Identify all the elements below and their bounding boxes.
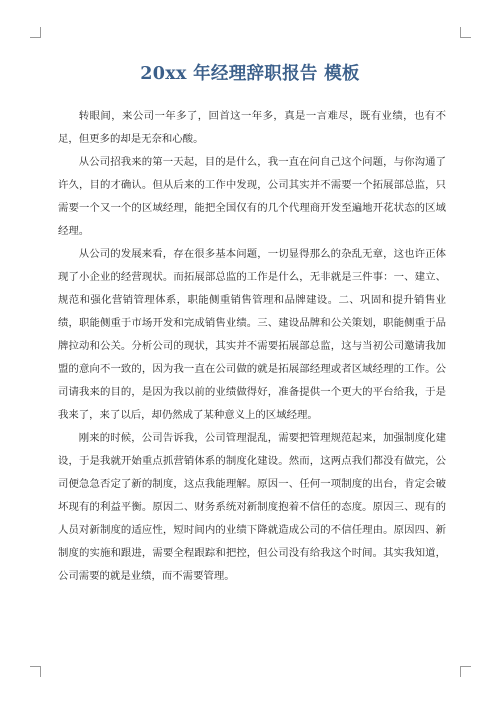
document-body: [58, 105, 446, 588]
paragraph: 刚来的时候，公司告诉我，公司管理混乱，需要把管理规范起来，加强制度化建设，于是我就开始重点抓营销体系的制度化建设。然而，这两点我们都没有做完，公司便急急否定了新的制度，这点我能理解。原因一、任何一项制度的出台，肯定会破坏现有的利益平衡。原因二、财务系统对新制度抱着不信任的态度。原因三、现有的人员对新制度的适应性，短时间内的业绩下降就造成公司的不信任理由。原因四、新制度的实施和跟进，需要全程跟踪和把控，但公司没有给我这个时间。其实我知道，公司需要的就是业绩，而不需要管理。: [58, 432, 446, 582]
paragraph: 从公司招我来的第一天起，目的是什么，我一直在问自己这个问题，与你沟通了许久，目的才确认。但从后来的工作中发现，公司其实并不需要一个拓展部总监，只需要一个又一个的区域经理，能把全国仅有的几个代理商开发至遍地开花状态的区域经理。: [58, 156, 446, 237]
paragraph: 转眼间，来公司一年多了，回首这一年多，真是一言难尽，既有业绩，也有不足，但更多的却是无奈和心酸。: [58, 110, 446, 145]
crop-mark-bottom-left: [30, 666, 41, 677]
crop-mark-top-right: [460, 27, 471, 38]
crop-mark-top-left: [30, 27, 41, 38]
paragraph: 从公司的发展来看，存在很多基本问题，一切显得那么的杂乱无章，这也许正体现了小企业的经营现状。而拓展部总监的工作是什么，无非就是三件事：一、建立、规范和强化营销管理体系，职能侧重销售管理和品牌建设。二、巩固和提升销售业绩，职能侧重于市场开发和完成销售业绩。三、建设品牌和公关策划，职能侧重于品牌拉动和公关。分析公司的现状，其实并不需要拓展部总监，这与当初公司邀请我加盟的意向不一致的，因为我一直在公司做的就是拓展部经理或者区域经理的工作。公司请我来的目的，是因为我以前的业绩做得好，准备提供一个更大的平台给我，于是我来了，来了以后，却仍然成了某种意义上的区域经理。: [58, 248, 446, 421]
crop-mark-bottom-right: [460, 666, 471, 677]
document-title: 20xx 年经理辞职报告 模板: [140, 64, 360, 84]
